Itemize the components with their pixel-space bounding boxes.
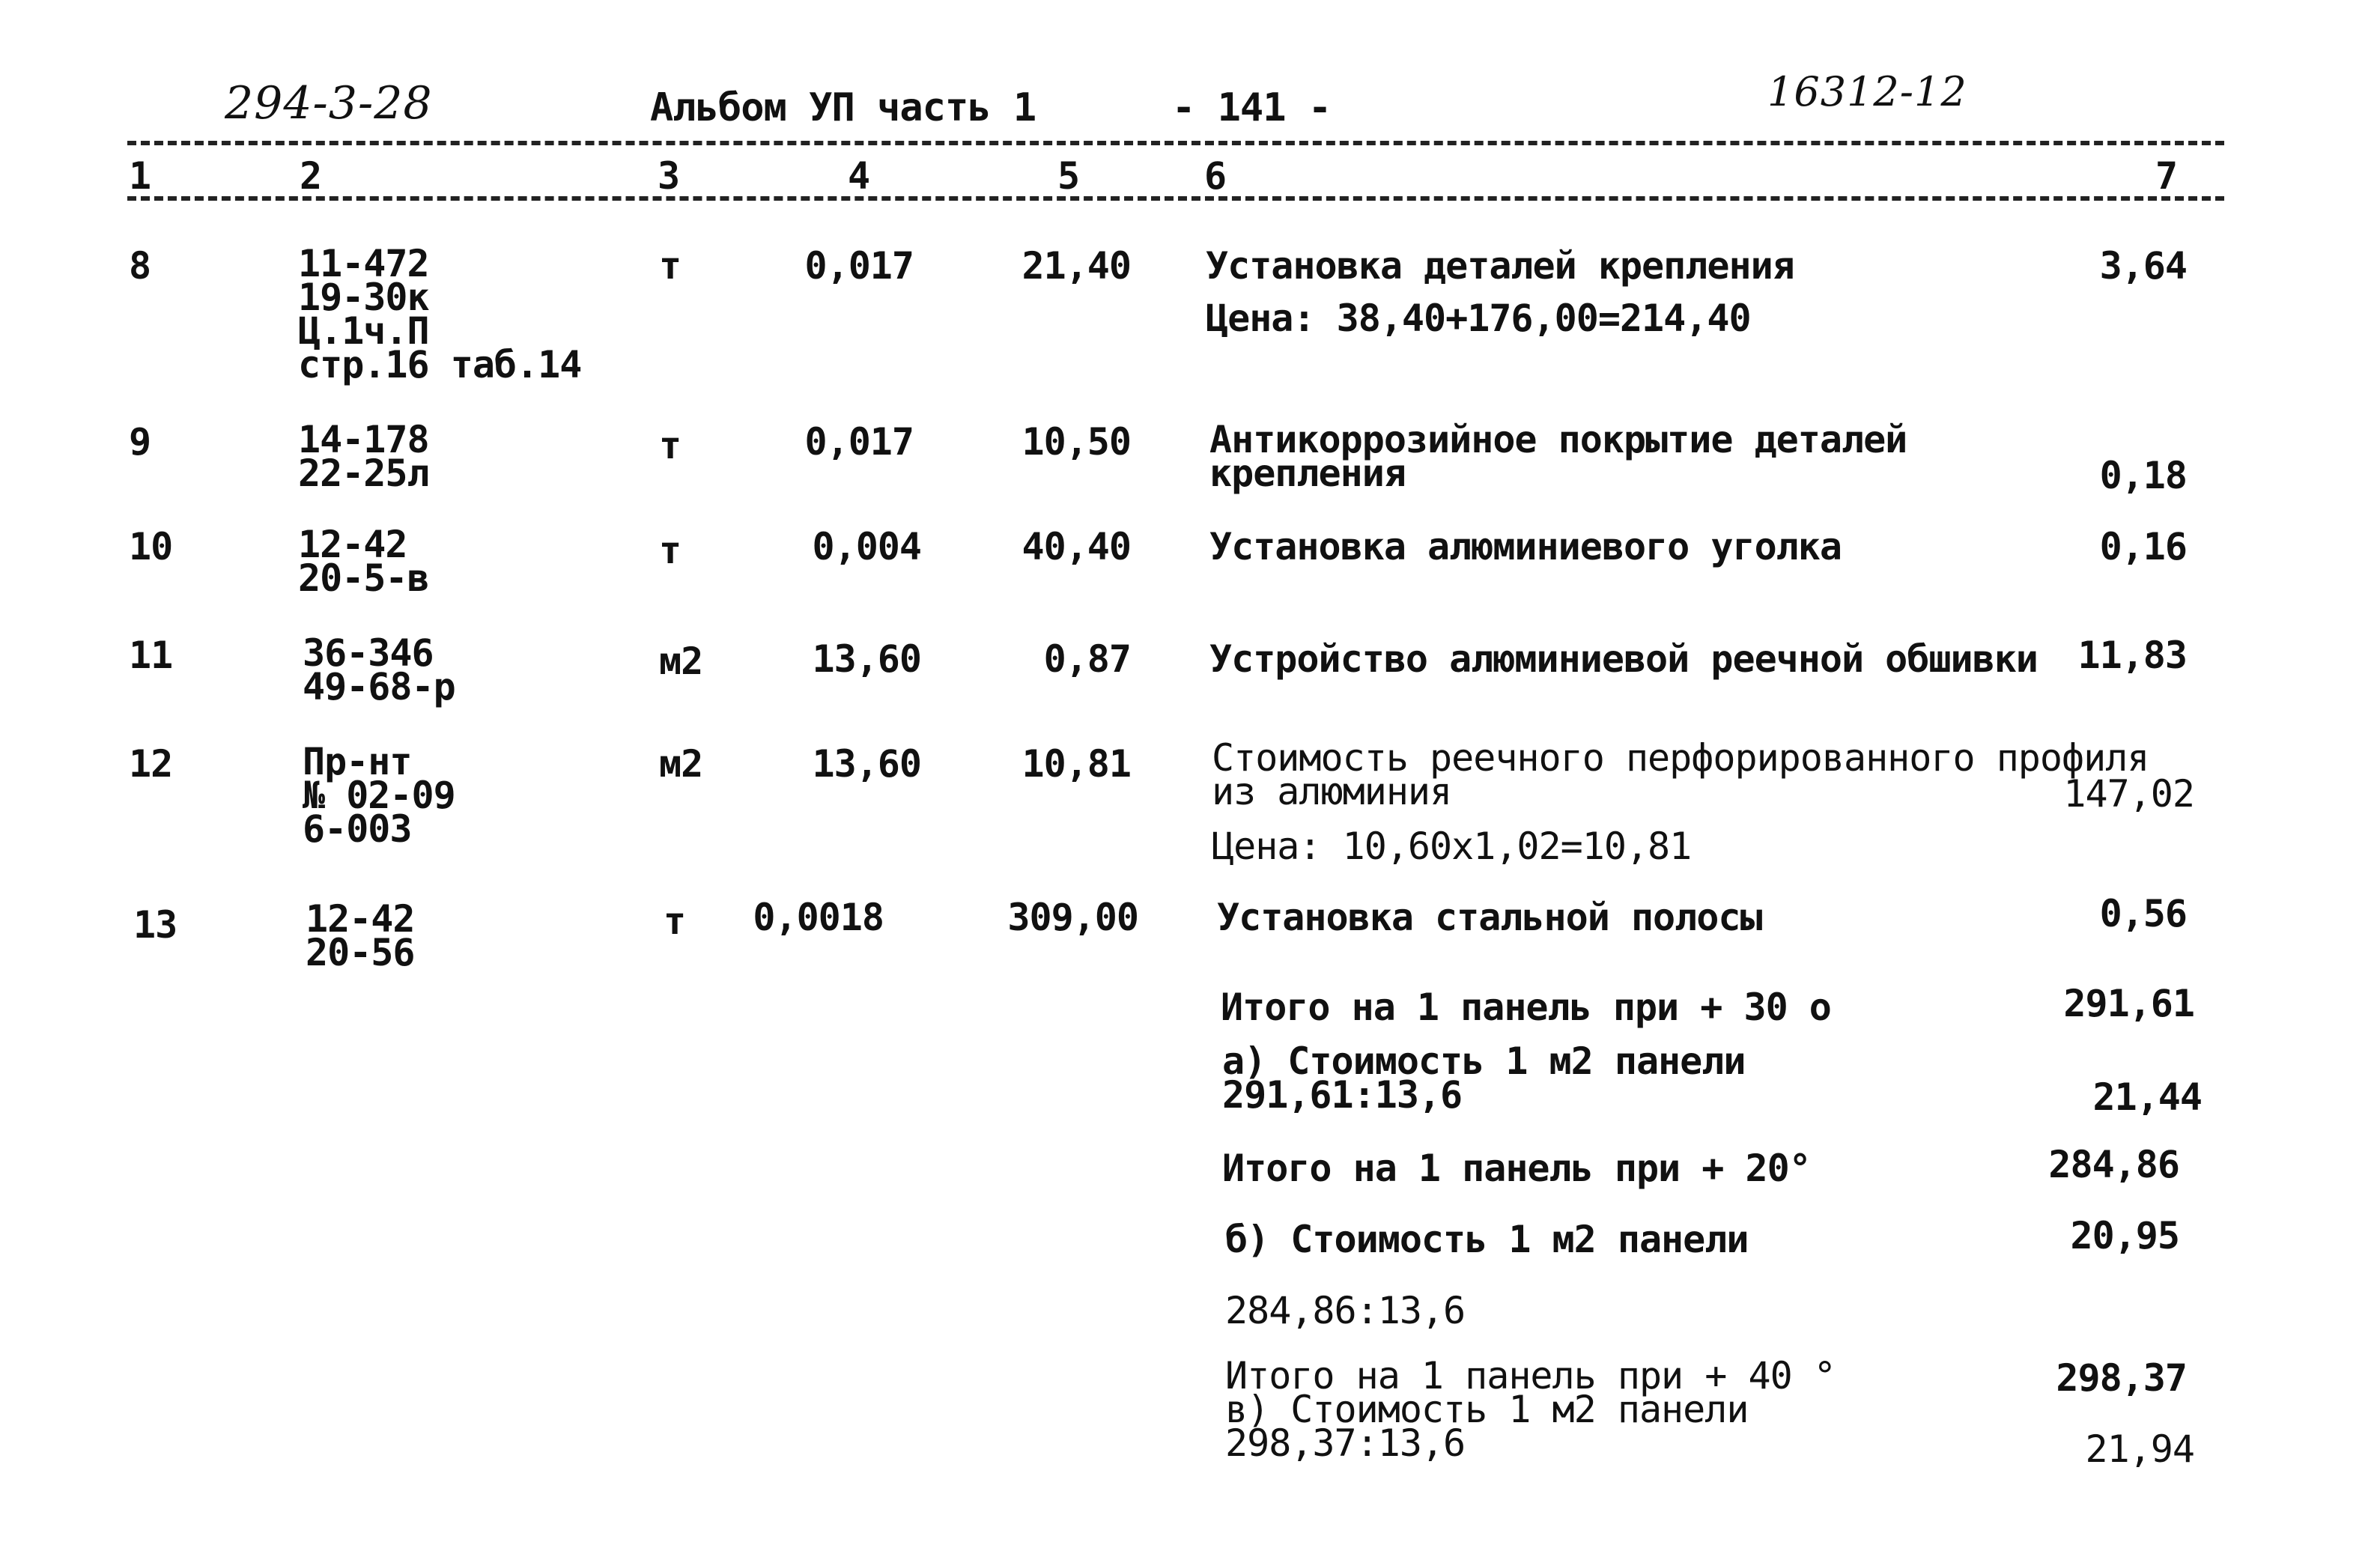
- summary-label: Итого на 1 панель при + 30 о: [1221, 986, 1831, 1029]
- page-number: - 141 -: [1172, 85, 1332, 130]
- doc-number: 294-3-28: [225, 77, 433, 130]
- row-description: Стоимость реечного перфорированного профиля из алюминия: [1212, 736, 2149, 813]
- summary-label: б) Стоимость 1 м2 панели: [1225, 1218, 1749, 1261]
- row-price: 21,40: [1021, 244, 1131, 288]
- column-number: 6: [1204, 154, 1227, 198]
- summary-value: 284,86: [2048, 1143, 2179, 1186]
- row-codes: 36-346 49-68-р: [303, 631, 455, 708]
- row-total: 0,16: [2099, 525, 2187, 568]
- column-number: 1: [129, 154, 151, 198]
- header-rule-bottom: [127, 196, 2224, 201]
- row-unit: т: [659, 529, 681, 572]
- summary-value: 20,95: [2070, 1214, 2179, 1257]
- row-description: Антикоррозийное покрытие деталей крепления: [1209, 418, 1907, 495]
- row-price: 40,40: [1021, 525, 1131, 568]
- row-qty: 13,60: [812, 742, 921, 786]
- row-number: 8: [129, 244, 151, 288]
- column-number: 7: [2155, 154, 2178, 198]
- row-description: Установка стальной полосы: [1217, 896, 1762, 939]
- row-unit: м2: [659, 640, 703, 683]
- row-price: 10,50: [1021, 420, 1131, 464]
- summary-label: 284,86:13,6: [1225, 1289, 1466, 1332]
- row-total: 0,56: [2099, 892, 2187, 935]
- row-qty: 13,60: [812, 637, 921, 681]
- row-price: 0,87: [1043, 637, 1131, 681]
- row-total: 11,83: [2077, 634, 2187, 677]
- row-price: 309,00: [1007, 896, 1138, 939]
- row-qty: 0,017: [804, 244, 914, 288]
- row-unit: т: [659, 244, 681, 288]
- summary-value: 21,94: [2085, 1427, 2194, 1471]
- row-total: 0,18: [2099, 454, 2187, 497]
- summary-value: 291,61: [2063, 982, 2194, 1025]
- row-number: 11: [129, 634, 173, 677]
- row-codes: 11-472 19-30к Ц.1ч.П стр.16 таб.14: [298, 242, 582, 386]
- column-number: 5: [1057, 154, 1080, 198]
- column-number: 4: [848, 154, 870, 198]
- row-total: 147,02: [2063, 772, 2194, 816]
- row-description: Установка деталей крепления: [1206, 244, 1794, 288]
- row-total: 3,64: [2099, 244, 2187, 288]
- row-description: Устройство алюминиевой реечной обшивки: [1209, 637, 2038, 681]
- row-codes: Пр-нт № 02-09 6-003: [303, 740, 455, 851]
- row-number: 13: [133, 903, 177, 947]
- header-rule-top: [127, 141, 2224, 145]
- summary-value: 298,37: [2056, 1356, 2187, 1400]
- row-price-note: Цена: 10,60х1,02=10,81: [1212, 825, 1692, 868]
- summary-label: Итого на 1 панель при + 20°: [1222, 1147, 1811, 1190]
- row-unit: т: [659, 424, 681, 467]
- row-codes: 14-178 22-25л: [298, 418, 429, 495]
- row-price: 10,81: [1021, 742, 1131, 786]
- row-codes: 12-42 20-56: [306, 897, 415, 974]
- row-description: Установка алюминиевого уголка: [1209, 525, 1842, 568]
- row-codes: 12-42 20-5-в: [298, 523, 429, 600]
- row-number: 12: [129, 742, 173, 786]
- summary-label: Итого на 1 панель при + 40 ° в) Стоимость 1 м2 панели 298,37:13,6: [1225, 1354, 1836, 1465]
- row-price-note: Цена: 38,40+176,00=214,40: [1206, 297, 1751, 340]
- summary-value: 21,44: [2092, 1075, 2202, 1119]
- inventory-number: 16312-12: [1767, 68, 1967, 115]
- row-number: 10: [129, 525, 173, 568]
- row-number: 9: [129, 420, 151, 464]
- row-qty: 0,004: [812, 525, 921, 568]
- row-unit: т: [664, 899, 686, 943]
- column-number: 3: [658, 154, 680, 198]
- summary-label: а) Стоимость 1 м2 панели 291,61:13,6: [1222, 1039, 1746, 1117]
- row-qty: 0,0018: [753, 896, 884, 939]
- album-title: Альбом УП часть 1: [650, 85, 1036, 130]
- row-unit: м2: [659, 742, 703, 786]
- column-number: 2: [300, 154, 322, 198]
- row-qty: 0,017: [804, 420, 914, 464]
